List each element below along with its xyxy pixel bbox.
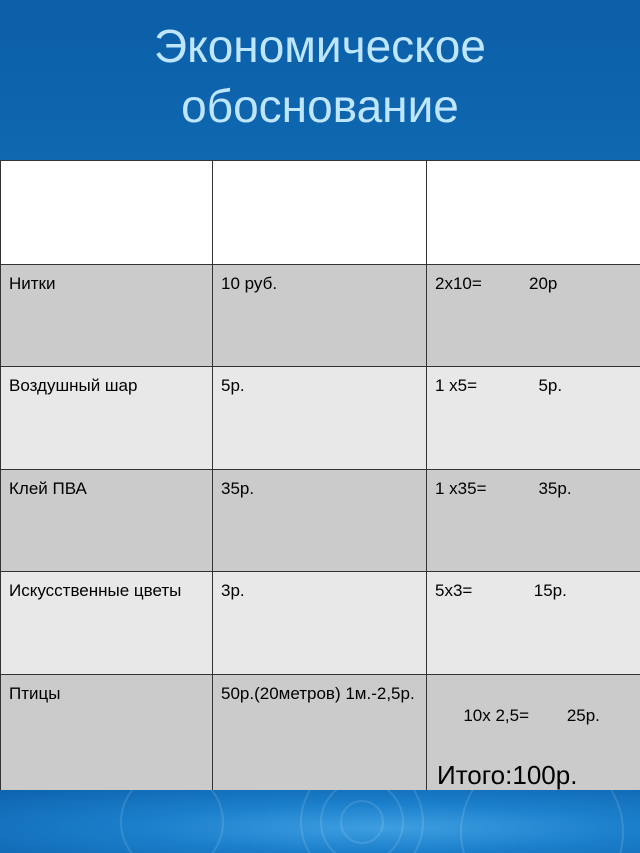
- decorative-ring: [120, 790, 224, 853]
- table-row: [1, 367, 640, 470]
- header-cell: [427, 161, 640, 265]
- decorative-bottom-band: [0, 790, 640, 853]
- price-cell: 50р.(20метров) 1м.-2,5р.: [213, 675, 427, 793]
- cost-table: [0, 160, 640, 793]
- price-cell: 3р.: [213, 572, 427, 675]
- calc-cell: [427, 675, 640, 793]
- price-cell: 5р.: [213, 367, 427, 470]
- price-cell: 10 руб.: [213, 265, 427, 367]
- header-cell: [1, 161, 213, 265]
- table-row: [1, 470, 640, 572]
- table-row: [1, 265, 640, 367]
- item-cell: Нитки: [1, 265, 213, 367]
- header-cell: [213, 161, 427, 265]
- calc-cell: 5х3= 15р.: [427, 572, 640, 675]
- total-label: Итого:100р.: [437, 760, 578, 790]
- table-row: [1, 572, 640, 675]
- calc-cell: 1 х35= 35р.: [427, 470, 640, 572]
- calc-cell: 1 х5= 5р.: [427, 367, 640, 470]
- calc-text: 10х 2,5= 25р.: [463, 706, 600, 725]
- slide-title: Экономическое обоснование: [154, 20, 486, 132]
- title-bar: [0, 0, 640, 160]
- table-row: [1, 675, 640, 793]
- item-cell: Клей ПВА: [1, 470, 213, 572]
- decorative-ring: [340, 800, 384, 844]
- calc-cell: 2х10= 20р: [427, 265, 640, 367]
- item-cell: Воздушный шар: [1, 367, 213, 470]
- decorative-ring: [460, 790, 624, 853]
- item-cell: Искусственные цветы: [1, 572, 213, 675]
- item-cell: Птицы: [1, 675, 213, 793]
- price-cell: 35р.: [213, 470, 427, 572]
- table-header-row: [1, 161, 640, 265]
